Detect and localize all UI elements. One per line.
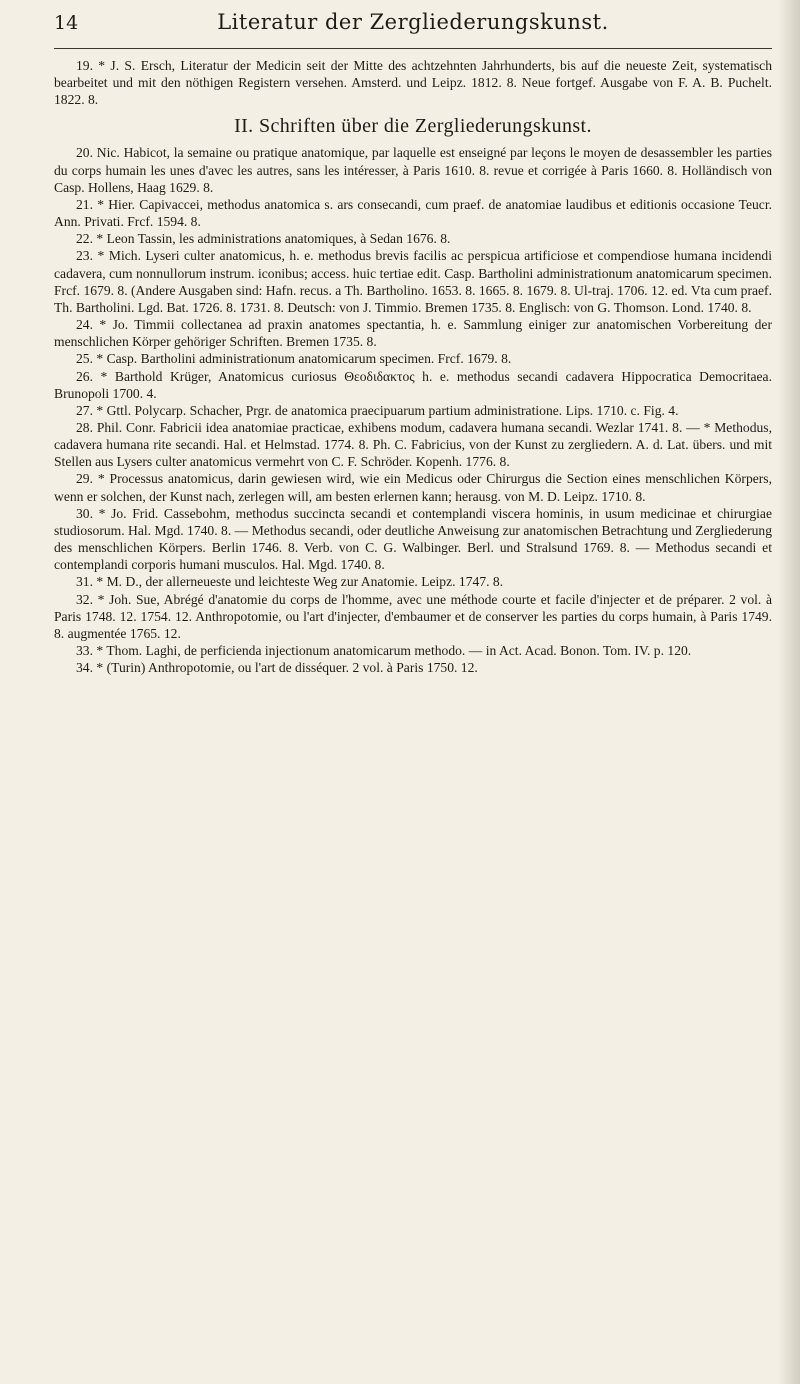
page-number: 14 (54, 12, 79, 34)
bibliography-entry: 31. * M. D., der allerneueste und leichteste Weg zur Anatomie. Leipz. 1747. 8. (76, 574, 504, 590)
entries-list (54, 144, 772, 676)
bibliography-entry: 30. * Jo. Frid. Cassebohm, methodus succincta secandi et contemplandi viscera hominis, in usum medicinae et chirurgiae studiosorum. Hal. Mgd. 1740. 8. — Methodus secandi, oder deutliche Anweisung zur anatomischen Betrachtung und Zergliederung des menschlichen Körpers. Berlin 1746. 8. Verb. von C. G. Walbinger. Berl. und Stralsund 1769. 8. — Methodus secandi et contemplandi corporis humani musculos. Hal. Mgd. 1740. 8. (54, 505, 772, 573)
bibliography-entry: 19. * J. S. Ersch, Literatur der Medicin seit der Mitte des achtzehnten Jahrhunderts, bis auf die neueste Zeit, systematisch bearbeitet und mit den nöthigen Registern versehen. Amsterd. und Leipz. 1812. 8. Neue fortgef. Ausgabe von F. A. B. Puchelt. 1822. 8. (54, 58, 772, 108)
running-head: Literatur der Zergliederungskunst. (217, 10, 609, 34)
bibliography-entry: 27. * Gttl. Polycarp. Schacher, Prgr. de anatomica praecipuarum partium administratione. Lips. 1710. c. Fig. 4. (76, 402, 679, 418)
bibliography-entry: 20. Nic. Habicot, la semaine ou pratique anatomique, par laquelle est enseigné par leçons le moyen de desassembler les parties du corps humain les unes d'avec les autres, sans les intéresser, à Paris 1610. 8. revue et corrigée à Paris 1660. 8. Holländisch von Casp. Hollens, Haag 1629. 8. (54, 145, 772, 195)
bibliography-entry: 21. * Hier. Capivaccei, methodus anatomica s. ars consecandi, cum praef. de anatomiae laudibus et editionis occasione Teucr. Ann. Privati. Frcf. 1594. 8. (54, 196, 772, 230)
bibliography-entry: 24. * Jo. Timmii collectanea ad praxin anatomes spectantia, h. e. Sammlung einiger zur anatomischen Vorbereitung der menschlichen Körper gehöriger Schriften. Bremen 1735. 8. (54, 317, 772, 350)
entries-top (54, 57, 772, 108)
bibliography-entry: 29. * Processus anatomicus, darin gewiesen wird, wie ein Medicus oder Chirurgus die Section eines menschlichen Körpers, wenn er solchen, der Kunst nach, zerlegen will, am besten erlernen kann; herausg. von M. D. Leipz. 1710. 8. (54, 471, 772, 504)
page-edge-shadow (778, 0, 800, 1384)
bibliography-entry: 22. * Leon Tassin, les administrations anatomiques, à Sedan 1676. 8. (76, 231, 451, 247)
bibliography-entry: 28. Phil. Conr. Fabricii idea anatomiae practicae, exhibens modum, cadavera humana secandi. Wezlar 1741. 8. — * Methodus, cadavera humana rite secandi. Hal. et Helmstad. 1774. 8. Ph. C. Fabricius, von der Kunst zu zergliedern. A. d. Lat. übers. und mit Stellen aus Lysers culter anatomicus vermehrt von C. F. Schröder. Kopenh. 1776. 8. (54, 419, 772, 470)
bibliography-entry: 23. * Mich. Lyseri culter anatomicus, h. e. methodus brevis facilis ac perspicua artificiose et compendiose humana incidendi cadavera, cum nonnullorum instrum. iconibus; access. huic tertiae edit. Casp. Bartholini administrationum anatomicarum specimen. Frcf. 1679. 8. (Andere Ausgaben sind: Hafn. recus. a Th. Bartholino. 1653. 8. 1665. 8. 1679. 8. Ul-traj. 1706. 12. ed. Vta cum praef. Th. Bartholini. Lgd. Bat. 1726. 8. 1731. 8. Deutsch: von J. Timmio. Bremen 1735. 8. Englisch: von G. Thomson. Lond. 1740. 8. (54, 248, 772, 315)
bibliography-entry: 26. * Barthold Krüger, Anatomicus curiosus Θεοδιδακτος h. e. methodus secandi cadavera Hippocratica Democritaea. Brunopoli 1700. 4. (54, 368, 772, 401)
bibliography-entry: 33. * Thom. Laghi, de perficienda injectionum anatomicarum methodo. — in Act. Acad. Bonon. Tom. IV. p. 120. (76, 643, 692, 658)
bibliography-entry: 25. * Casp. Bartholini administrationum anatomicarum specimen. Frcf. 1679. 8. (76, 351, 512, 367)
bibliography-entry: 32. * Joh. Sue, Abrégé d'anatomie du corps de l'homme, avec une méthode courte et facile d'injecter et de préparer. 2 vol. à Paris 1748. 12. 1754. 12. Anthropotomie, ou l'art d'injecter, d'embaumer et de conserver les parties du corps humain, à Paris 1749. 8. augmentée 1765. 12. (54, 591, 772, 641)
page-header (54, 10, 772, 49)
section-heading: II. Schriften über die Zergliederungskunst. (234, 115, 592, 138)
bibliography-entry: 34. * (Turin) Anthropotomie, ou l'art de disséquer. 2 vol. à Paris 1750. 12. (76, 660, 478, 676)
